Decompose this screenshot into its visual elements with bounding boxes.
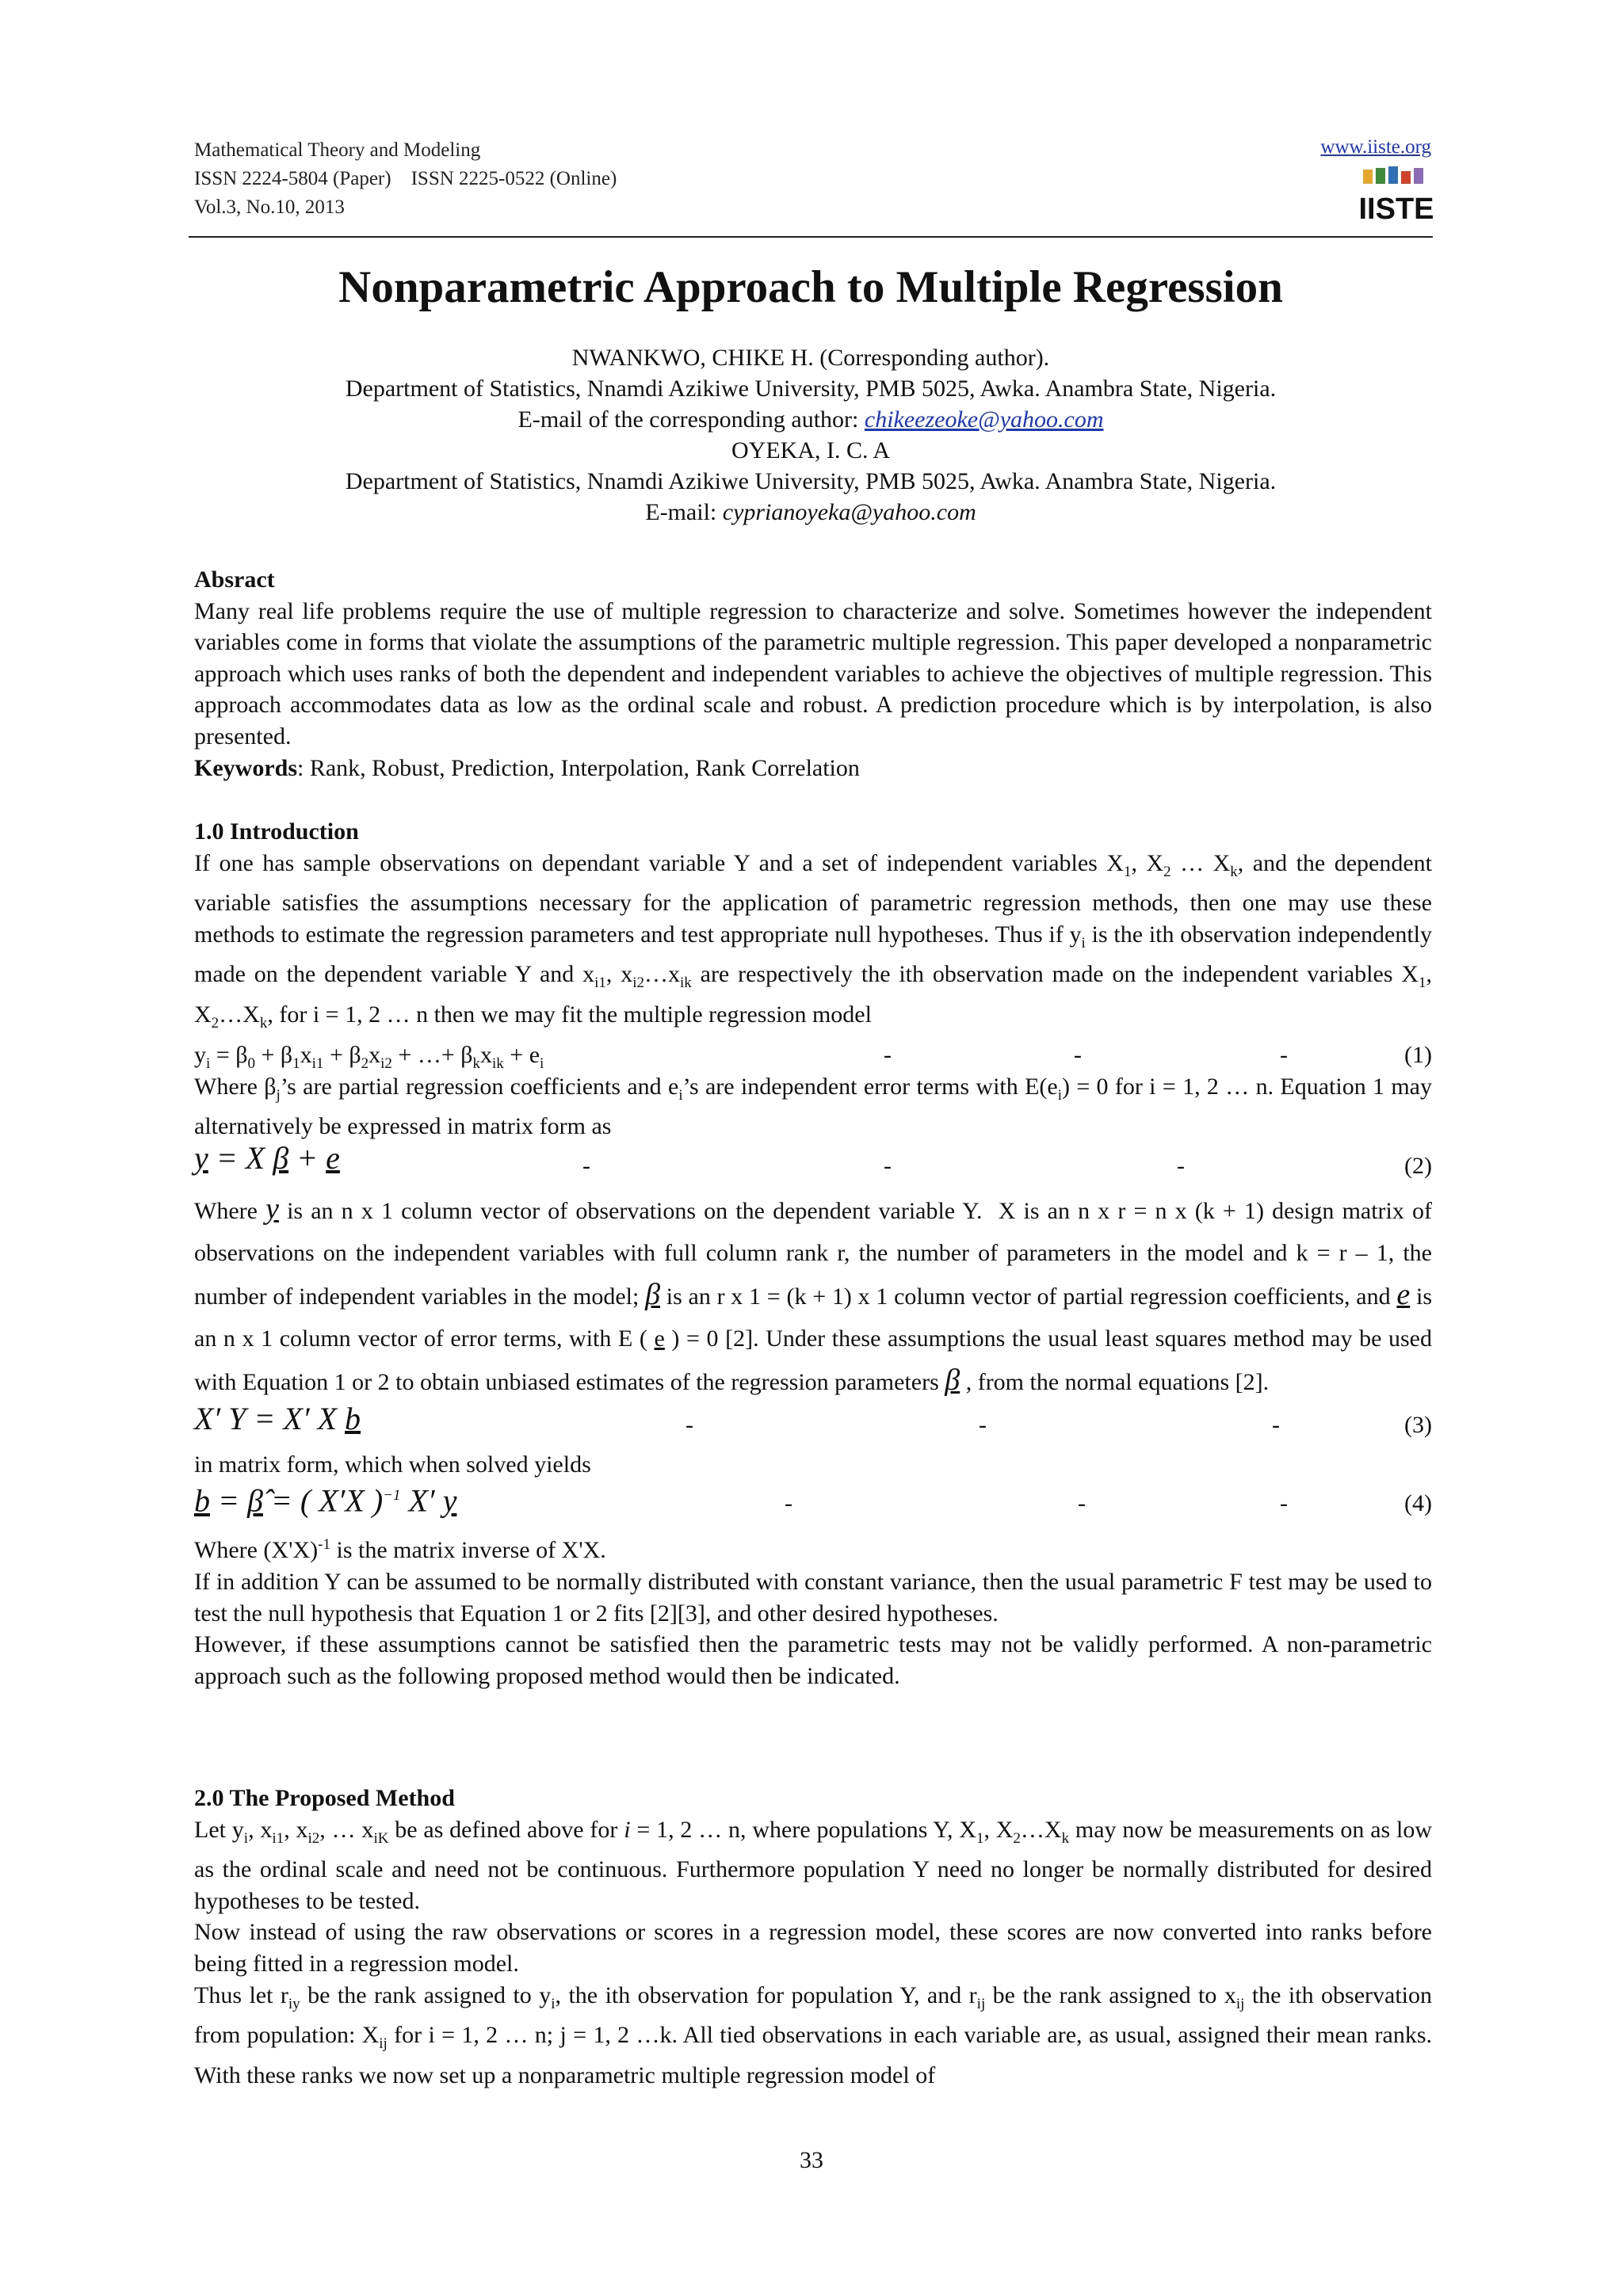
email-2: cyprianoyeka@yahoo.com — [722, 499, 976, 525]
equation-2: y = X β + e - - - (2) — [194, 1139, 1432, 1179]
abstract-section — [194, 564, 1432, 784]
method-paragraph-3: Thus let $r_{iy}$ be the rank assigned to $y_i$, the ith observation for population Y, and $r_{ij}$ be the rank assigned to $x_{ij}$ the ith observation from population: $X_{ij}$ for i = 1, 2 … n; j = 1, 2 …k. All tied observations in each variable are, as usual, assigned their mean ranks. With these ranks we now set up a nonparametric multiple regression model of — [194, 1981, 1433, 2088]
page-number: 33 — [800, 2147, 823, 2173]
header-rule — [189, 236, 1433, 238]
equation-3-note: in matrix form, which when solved yields — [194, 1451, 591, 1478]
abstract-heading: Absract — [194, 566, 275, 593]
equation-4-note: Where $(X'X)^{-1}$ is the matrix inverse of X'X. — [194, 1536, 606, 1564]
email-1-line: E-mail of the corresponding author: chikeezeoke@yahoo.com — [517, 406, 1104, 433]
svg-text:IISTE: IISTE — [1358, 193, 1434, 226]
iiste-logo — [1358, 165, 1434, 228]
abstract-text: Many real life problems require the use of multiple regression to characterize and solve. Sometimes however the independent variables come in forms that violate the assumptions of the parametric multiple regression. This paper developed a nonparametric approach which uses ranks of both the dependent and independent variables to achieve the objectives of multiple regression. This approach accommodates data as low as the ordinal scale and robust. A prediction procedure which is by interpolation, is also presented. — [194, 597, 1432, 749]
author-block — [189, 342, 1433, 528]
journal-url-link[interactable]: www.iiste.org — [1320, 136, 1431, 158]
author-2: OYEKA, I. C. A — [731, 437, 890, 463]
equation-1: $y_i = \beta_0 + \beta_1x_{i1} + \beta_2x_{i2}$ + …+ $\beta_kx_{ik} + e_i$ - - - (1) — [194, 1041, 1432, 1072]
journal-header — [194, 136, 617, 222]
equation-4: b = β̂ = ( X′X )$^{-1}$ X′ y - - - (4) — [194, 1482, 1432, 1519]
equation-1-note: Where $\beta_j’s$ are partial regression coefficients and $e_i’s$ are independent error terms with $E(e_i) = 0$ for i = 1, 2 … n. Equation 1 may alternatively be expressed in matrix form as — [194, 1073, 1432, 1140]
equation-2-note: Where y is an n x 1 column vector of observations on the dependent variable Y. X is an n x r = n x (k + 1) design matrix of observations on the independent variables with full column rank r, the number of parameters in the model and k = r – 1, the number of independent variables in the model; β is an r x 1 = (k + 1) x 1 column vector of partial regression coefficients, and e is an n x 1 column vector of error terms, with E ( e ) = 0 [2]. Under these assumptions the usual least squares method may be used with Equation 1 or 2 to obtain unbiased estimates of the regression parameters β , from the normal equations [2]. — [194, 1192, 1433, 1397]
journal-name: Mathematical Theory and Modeling — [194, 139, 481, 161]
intro-heading: 1.0 Introduction — [194, 818, 359, 845]
method-section — [194, 1783, 1432, 2091]
method-paragraph-1: Let $y_i$, $x_{i1}$, $x_{i2}$, … $x_{iK}$ be as defined above for i = 1, 2 … n, where populations Y, $X_1$, $X_2\dots X_k$ may now be measurements on as low as the ordinal scale and need not be continuous. Furthermore population Y need no longer be normally distributed for desired hypotheses to be tested. — [194, 1816, 1433, 1914]
affiliation-1: Department of Statistics, Nnamdi Azikiwe University, PMB 5025, Awka. Anambra State, Nigeria. — [345, 376, 1277, 402]
issn: ISSN 2224-5804 (Paper) ISSN 2225-0522 (Online) — [194, 168, 617, 189]
paper-title: Nonparametric Approach to Multiple Regression — [338, 262, 1283, 312]
intro-paragraph: If one has sample observations on dependant variable Y and a set of independent variables $X_1$, $X_2$ … $X_k$, and the dependent variable satisfies the assumptions necessary for the application of parametric regression methods, then one may use these methods to estimate the regression parameters and test appropriate null hypotheses. Thus if $y_i$ is the ith observation independently made on the dependent variable Y and $x_{i1}$, $x_{i2}\dots x_{ik}$ are respectively the ith observation made on the independent variables $X_1$, $X_2\dots X_k$, for i = 1, 2 … n then we may fit the multiple regression model — [194, 849, 1432, 1032]
intro-paragraph-3: However, if these assumptions cannot be satisfied then the parametric tests may not be validly performed. A non-parametric approach such as the following proposed method would then be indicated. — [194, 1631, 1432, 1689]
author-1: NWANKWO, CHIKE H. (Corresponding author). — [571, 345, 1050, 371]
method-paragraph-2: Now instead of using the raw observations or scores in a regression model, these scores are now converted into ranks before being fitted in a regression model. — [194, 1919, 1432, 1977]
email-2-line: E-mail: cyprianoyeka@yahoo.com — [645, 499, 976, 525]
keywords: Keywords: Rank, Robust, Prediction, Interpolation, Rank Correlation — [194, 754, 860, 781]
email-1-link[interactable]: chikeezeoke@yahoo.com — [864, 406, 1104, 433]
volume: Vol.3, No.10, 2013 — [194, 196, 345, 218]
introduction-section — [194, 816, 1432, 1691]
equation-3: X′ Y = X′ X b - - - (3) — [194, 1400, 1432, 1438]
affiliation-2: Department of Statistics, Nnamdi Azikiwe University, PMB 5025, Awka. Anambra State, Nigeria. — [345, 468, 1277, 494]
intro-paragraph-2: If in addition Y can be assumed to be normally distributed with constant variance, then the usual parametric F test may be used to test the null hypothesis that Equation 1 or 2 fits [2][3], and other desired hypotheses. — [194, 1568, 1432, 1627]
method-heading: 2.0 The Proposed Method — [194, 1785, 455, 1811]
